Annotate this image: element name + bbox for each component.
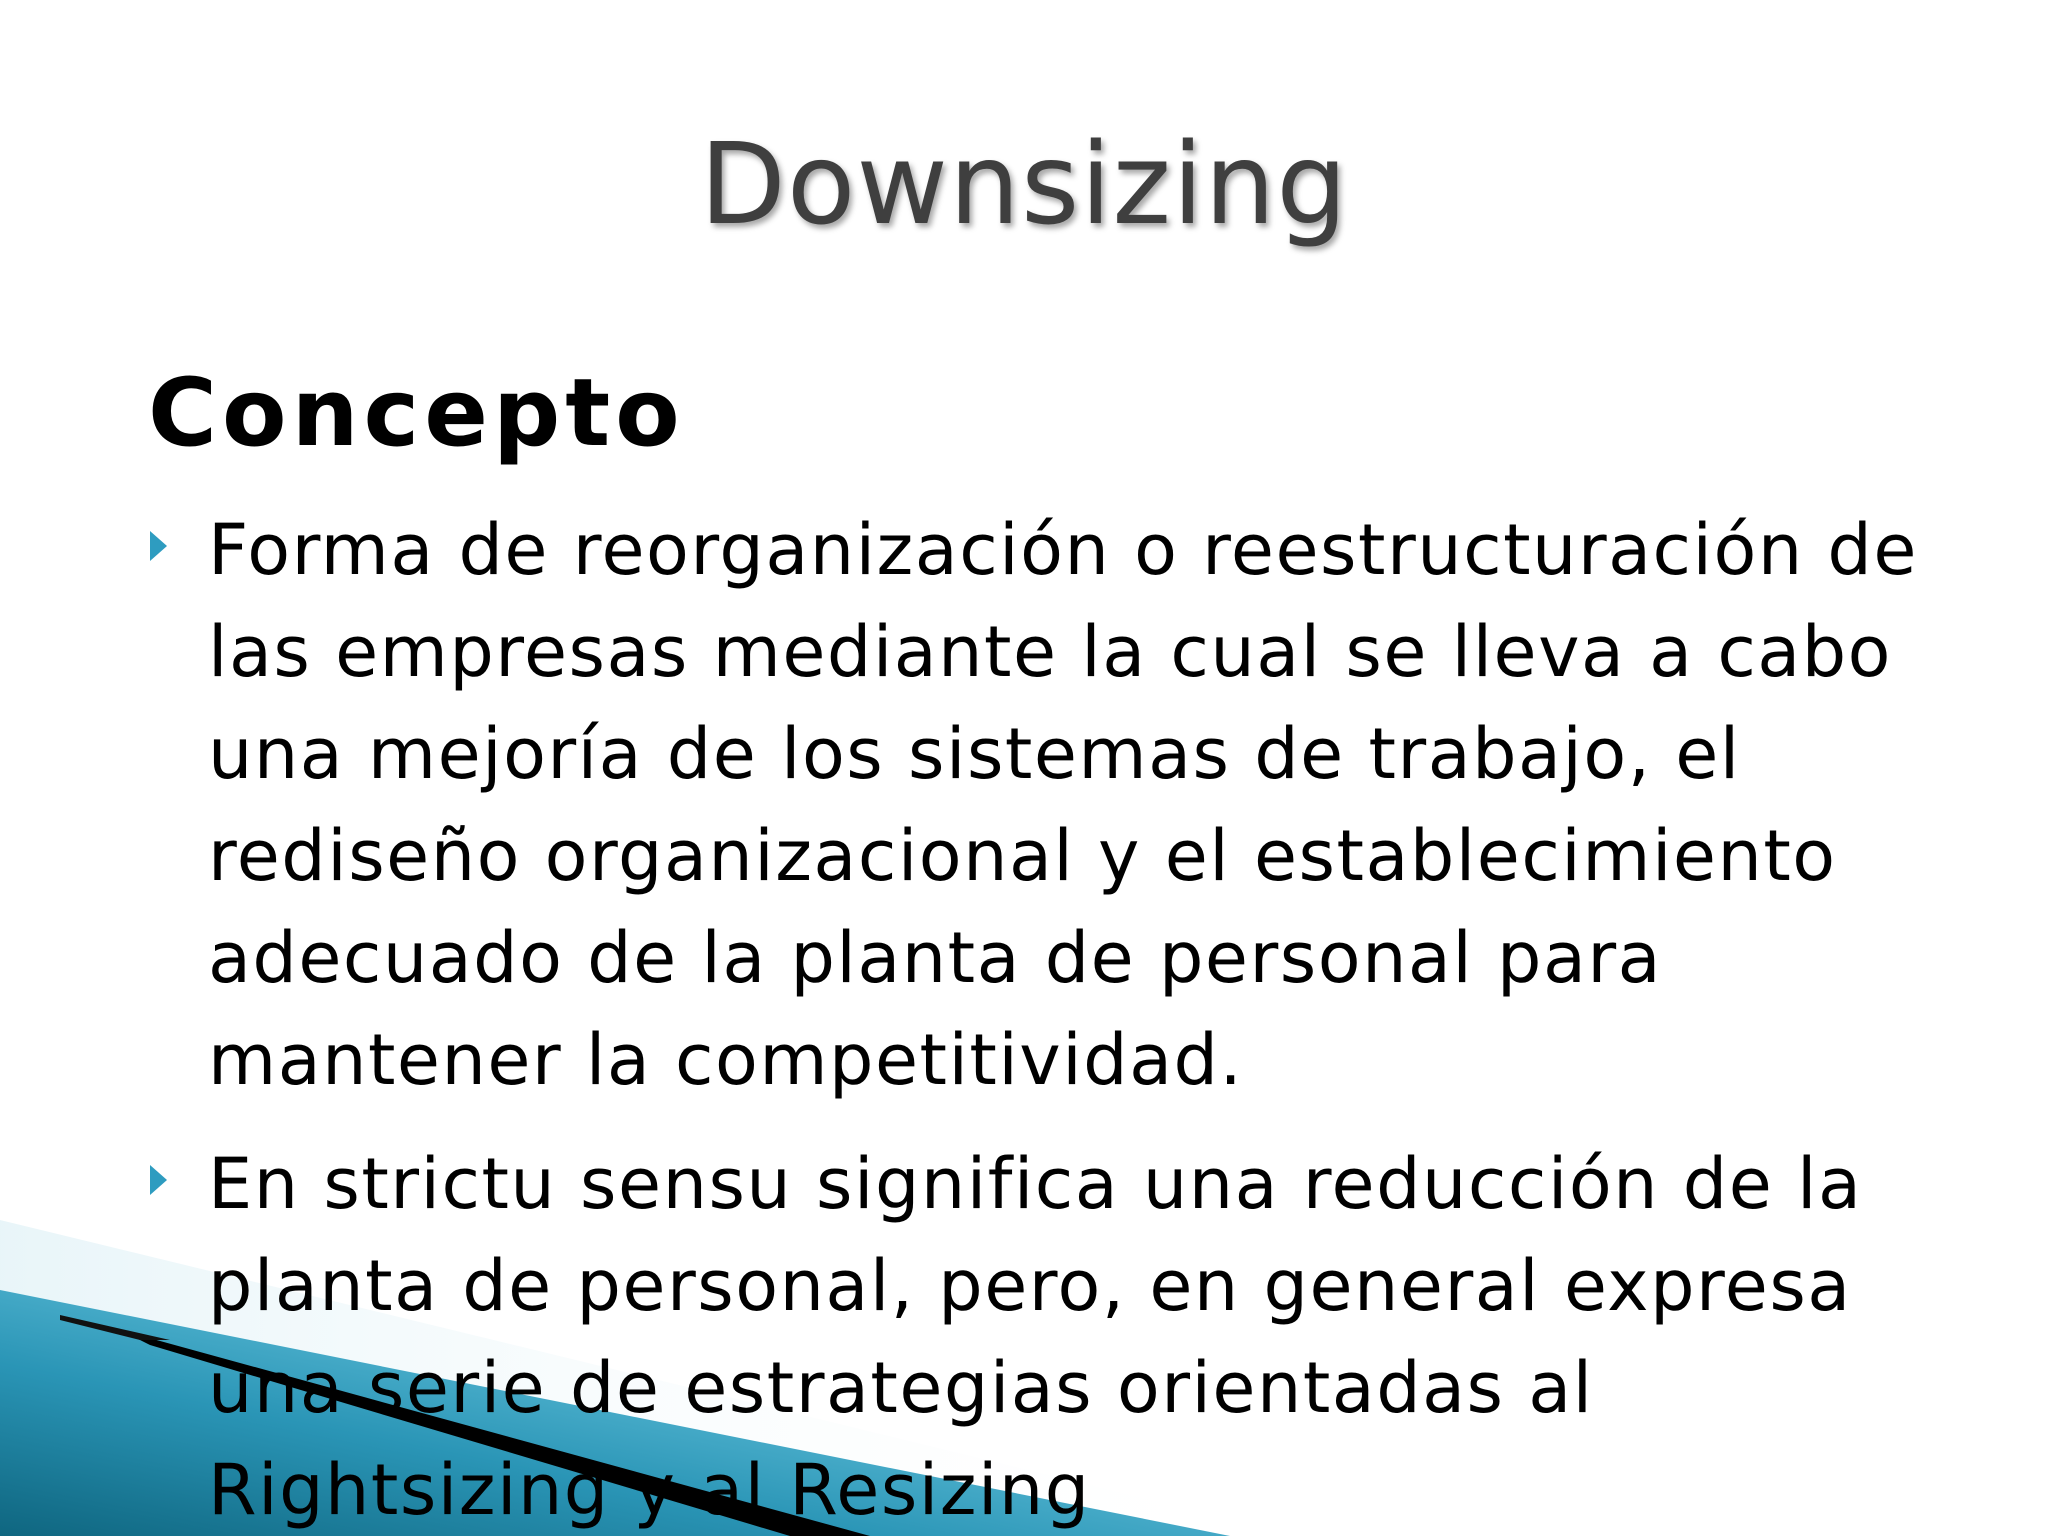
triangle-right-icon <box>150 531 167 561</box>
section-heading: Concepto <box>148 359 685 468</box>
bullet-list <box>148 499 1998 1536</box>
slide-title: Downsizing <box>699 120 1349 250</box>
triangle-right-icon <box>150 1165 167 1195</box>
bullet-text: En strictu sensu significa una reducción de la planta de personal, pero, en general expresa una serie de estrategias orientadas al Rightsizing y al Resizing <box>208 1143 1863 1531</box>
bullet-item <box>148 499 1998 1111</box>
bullet-text: Forma de reorganización o reestructuración de las empresas mediante la cual se lleva a cabo una mejoría de los sistemas de trabajo, el rediseño organizacional y el establecimiento adecuado de la planta de personal para mantener la competitividad. <box>208 509 1918 1101</box>
bullet-item <box>148 1133 1998 1536</box>
